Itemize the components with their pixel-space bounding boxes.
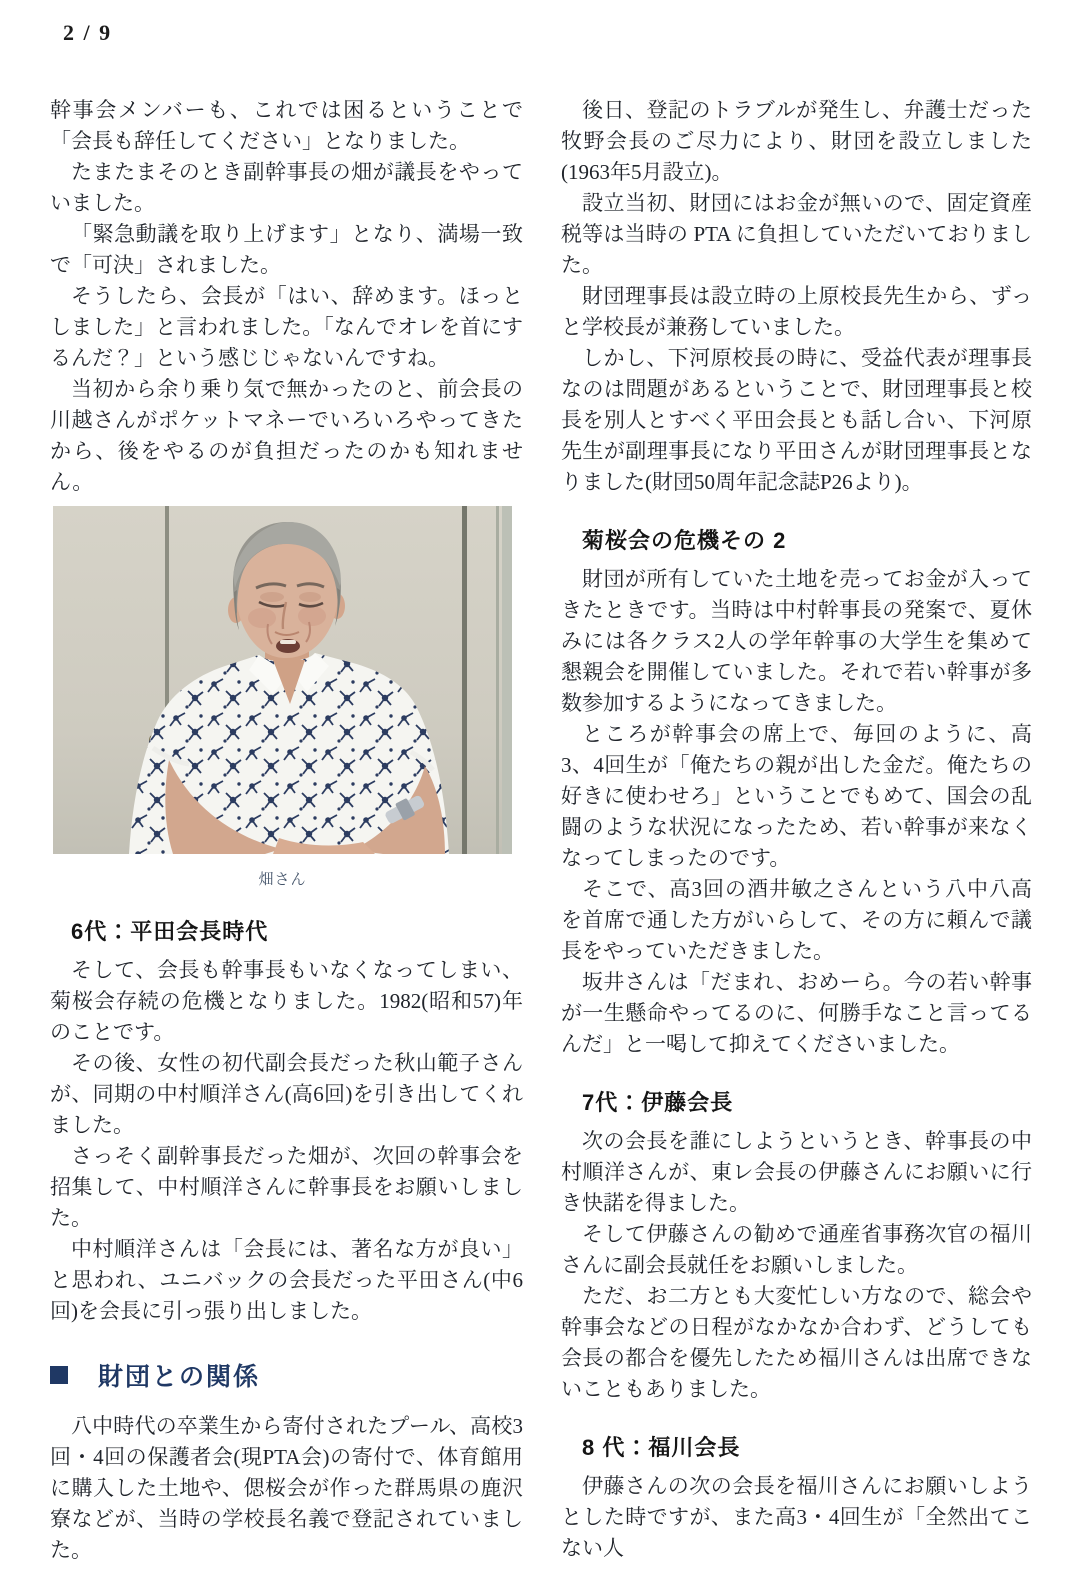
paragraph: ただ、お二方とも大変忙しい方なので、総会や幹事会などの日程がなかなか合わず、どうしても会長の都合を優先したため福川さんは出席できないこともありました。 — [561, 1284, 1032, 1401]
portrait-photo — [53, 506, 512, 854]
paragraph: その後、女性の初代副会長だった秋山範子さんが、同期の中村順洋さん(高6回)を引き出してくれました。 — [50, 1051, 523, 1137]
left-column — [50, 95, 523, 1566]
paragraph: 伊藤さんの次の会長を福川さんにお願いしようとした時ですが、また高3・4回生が「全然出てこない人 — [561, 1474, 1032, 1560]
paragraph: ところが幹事会の席上で、毎回のように、高 3、4回生が「俺たちの親が出した金だ。俺たちの好きに使わせろ」ということでもめて、国会の乱闘のような状況になったため、若い幹事が来なくなってしまったのです。 — [561, 722, 1032, 870]
paragraph: 当初から余り乗り気で無かったのと、前会長の川越さんがポケットマネーでいろいろやってきたから、後をやるのが負担だったのかも知れません。 — [50, 377, 523, 494]
paragraph: そして、会長も幹事長もいなくなってしまい、菊桜会存続の危機となりました。1982(昭和57)年のことです。 — [50, 958, 523, 1044]
photo-caption: 畑さん — [258, 871, 307, 888]
paragraph: 幹事会メンバーも、これでは困るということで「会長も辞任してください」となりました。 — [50, 98, 523, 153]
heading-hirata-era: 6代：平田会長時代 — [71, 919, 269, 944]
paragraph: そうしたら、会長が「はい、辞めます。ほっとしました」と言われました。「なんでオレを首にするんだ？」という感じじゃないんですね。 — [50, 284, 523, 370]
section-bullet-square-icon — [50, 1366, 68, 1384]
paragraph: そして伊藤さんの勧めで通産省事務次官の福川さんに副会長就任をお願いしました。 — [561, 1222, 1032, 1277]
paragraph: 坂井さんは「だまれ、おめーら。今の若い幹事が一生懸命やってるのに、何勝手なこと言ってるんだ」と一喝して抑えてくださいました。 — [561, 970, 1032, 1056]
paragraph: 設立当初、財団にはお金が無いので、固定資産税等は当時の PTA に負担していただいておりました。 — [561, 191, 1032, 277]
paragraph: 財団理事長は設立時の上原校長先生から、ずっと学校長が兼務していました。 — [561, 284, 1032, 339]
page-number: 2 / 9 — [63, 20, 113, 45]
paragraph: 中村順洋さんは「会長には、著名な方が良い」と思われ、ユニバックの会長だった平田さん(中6回)を会長に引っ張り出しました。 — [50, 1237, 523, 1323]
paragraph: たまたまそのとき副幹事長の畑が議長をやっていました。 — [50, 160, 523, 215]
paragraph: 「緊急動議を取り上げます」となり、満場一致で「可決」されました。 — [50, 222, 523, 277]
paragraph: 八中時代の卒業生から寄付されたプール、高校3回・4回の保護者会(現PTA会)の寄付で、体育館用に購入した土地や、偲桜会が作った群馬県の鹿沢寮などが、当時の学校長名義で登記されていました。 — [50, 1414, 523, 1562]
paragraph: 次の会長を誰にしようというとき、幹事長の中村順洋さんが、東レ会長の伊藤さんにお願いに行き快諾を得ました。 — [561, 1129, 1032, 1215]
section-heading-foundation — [50, 1357, 523, 1393]
section-heading-label: 財団との関係 — [98, 1363, 261, 1391]
paragraph: 財団が所有していた土地を売ってお金が入ってきたときです。当時は中村幹事長の発案で、夏休みには各クラス2人の学年幹事の大学生を集めて懇親会を開催していました。それで若い幹事が多数参加するようになってきました。 — [561, 567, 1032, 715]
heading-ito: 7代：伊藤会長 — [582, 1090, 734, 1115]
paragraph: しかし、下河原校長の時に、受益代表が理事長なのは問題があるということで、財団理事長と校長を別人とすべく平田会長とも話し合い、下河原先生が副理事長になり平田さんが財団理事長となりました(財団50周年記念誌P26より)。 — [561, 346, 1032, 494]
paragraph: 後日、登記のトラブルが発生し、弁護士だった牧野会長のご尽力により、財団を設立しました(1963年5月設立)。 — [561, 98, 1032, 184]
paragraph: さっそく副幹事長だった畑が、次回の幹事会を招集して、中村順洋さんに幹事長をお願いしました。 — [50, 1144, 523, 1230]
right-column — [561, 95, 1032, 1564]
heading-crisis-2: 菊桜会の危機その 2 — [582, 528, 787, 553]
interview-photo-figure — [53, 506, 512, 889]
heading-fukukawa: 8 代：福川会長 — [582, 1435, 741, 1460]
paragraph: そこで、高3回の酒井敏之さんという八中八高を首席で通した方がいらして、その方に頼んで議長をやっていただきました。 — [561, 877, 1032, 963]
